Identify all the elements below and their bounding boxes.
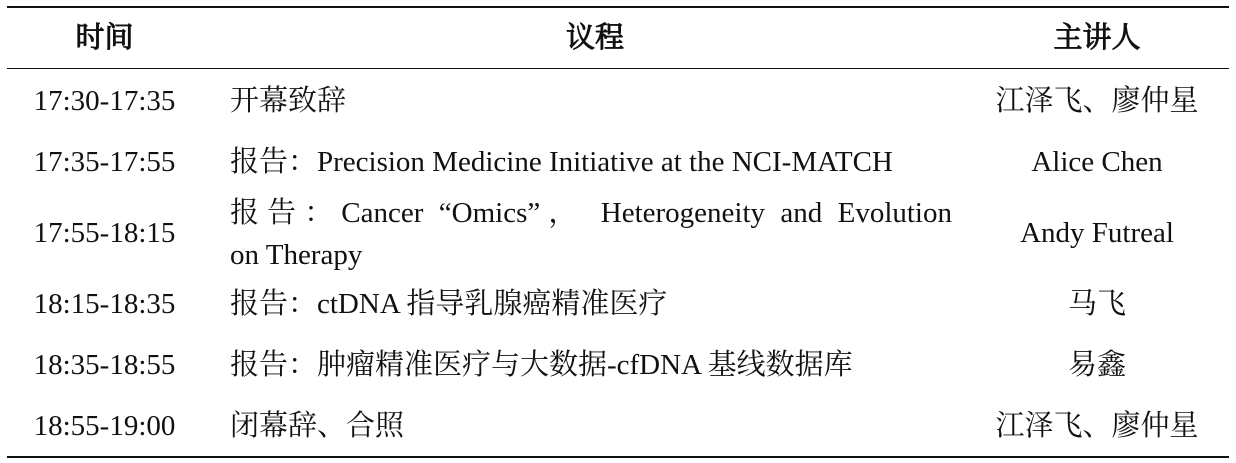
row-speaker: Andy Futreal	[1020, 217, 1174, 249]
table-header-rule	[7, 68, 1229, 69]
row-agenda-line-2: on Therapy	[230, 239, 363, 271]
row-time: 17:55-18:15	[33, 217, 176, 249]
row-agenda: 开幕致辞	[230, 85, 347, 117]
header-speaker: 主讲人	[1053, 22, 1141, 54]
row-speaker: 江泽飞、廖仲星	[995, 410, 1199, 442]
row-agenda: 闭幕辞、合照	[230, 410, 405, 442]
row-speaker: Alice Chen	[1031, 146, 1163, 178]
row-speaker: 易鑫	[1067, 349, 1126, 381]
row-agenda: 报告：ctDNA 指导乳腺癌精准医疗	[230, 288, 668, 320]
row-speaker: 马飞	[1067, 288, 1126, 320]
row-time: 18:55-19:00	[33, 410, 176, 442]
header-time: 时间	[75, 22, 134, 54]
row-agenda	[230, 192, 960, 276]
row-time: 18:15-18:35	[33, 288, 176, 320]
row-agenda: 报告：肿瘤精准医疗与大数据-cfDNA 基线数据库	[230, 349, 853, 381]
row-agenda-line-1: 报告：Cancer “Omics”， Heterogeneity and Evolution	[230, 197, 952, 229]
table-top-rule	[7, 6, 1229, 8]
header-agenda: 议程	[565, 22, 624, 54]
row-speaker: 江泽飞、廖仲星	[995, 85, 1199, 117]
row-time: 17:35-17:55	[33, 146, 176, 178]
agenda-table	[7, 6, 1229, 459]
table-bottom-rule	[7, 456, 1229, 458]
row-time: 17:30-17:35	[33, 85, 176, 117]
row-agenda: 报告：Precision Medicine Initiative at the NCI-MATCH	[230, 146, 893, 178]
row-time: 18:35-18:55	[33, 349, 176, 381]
